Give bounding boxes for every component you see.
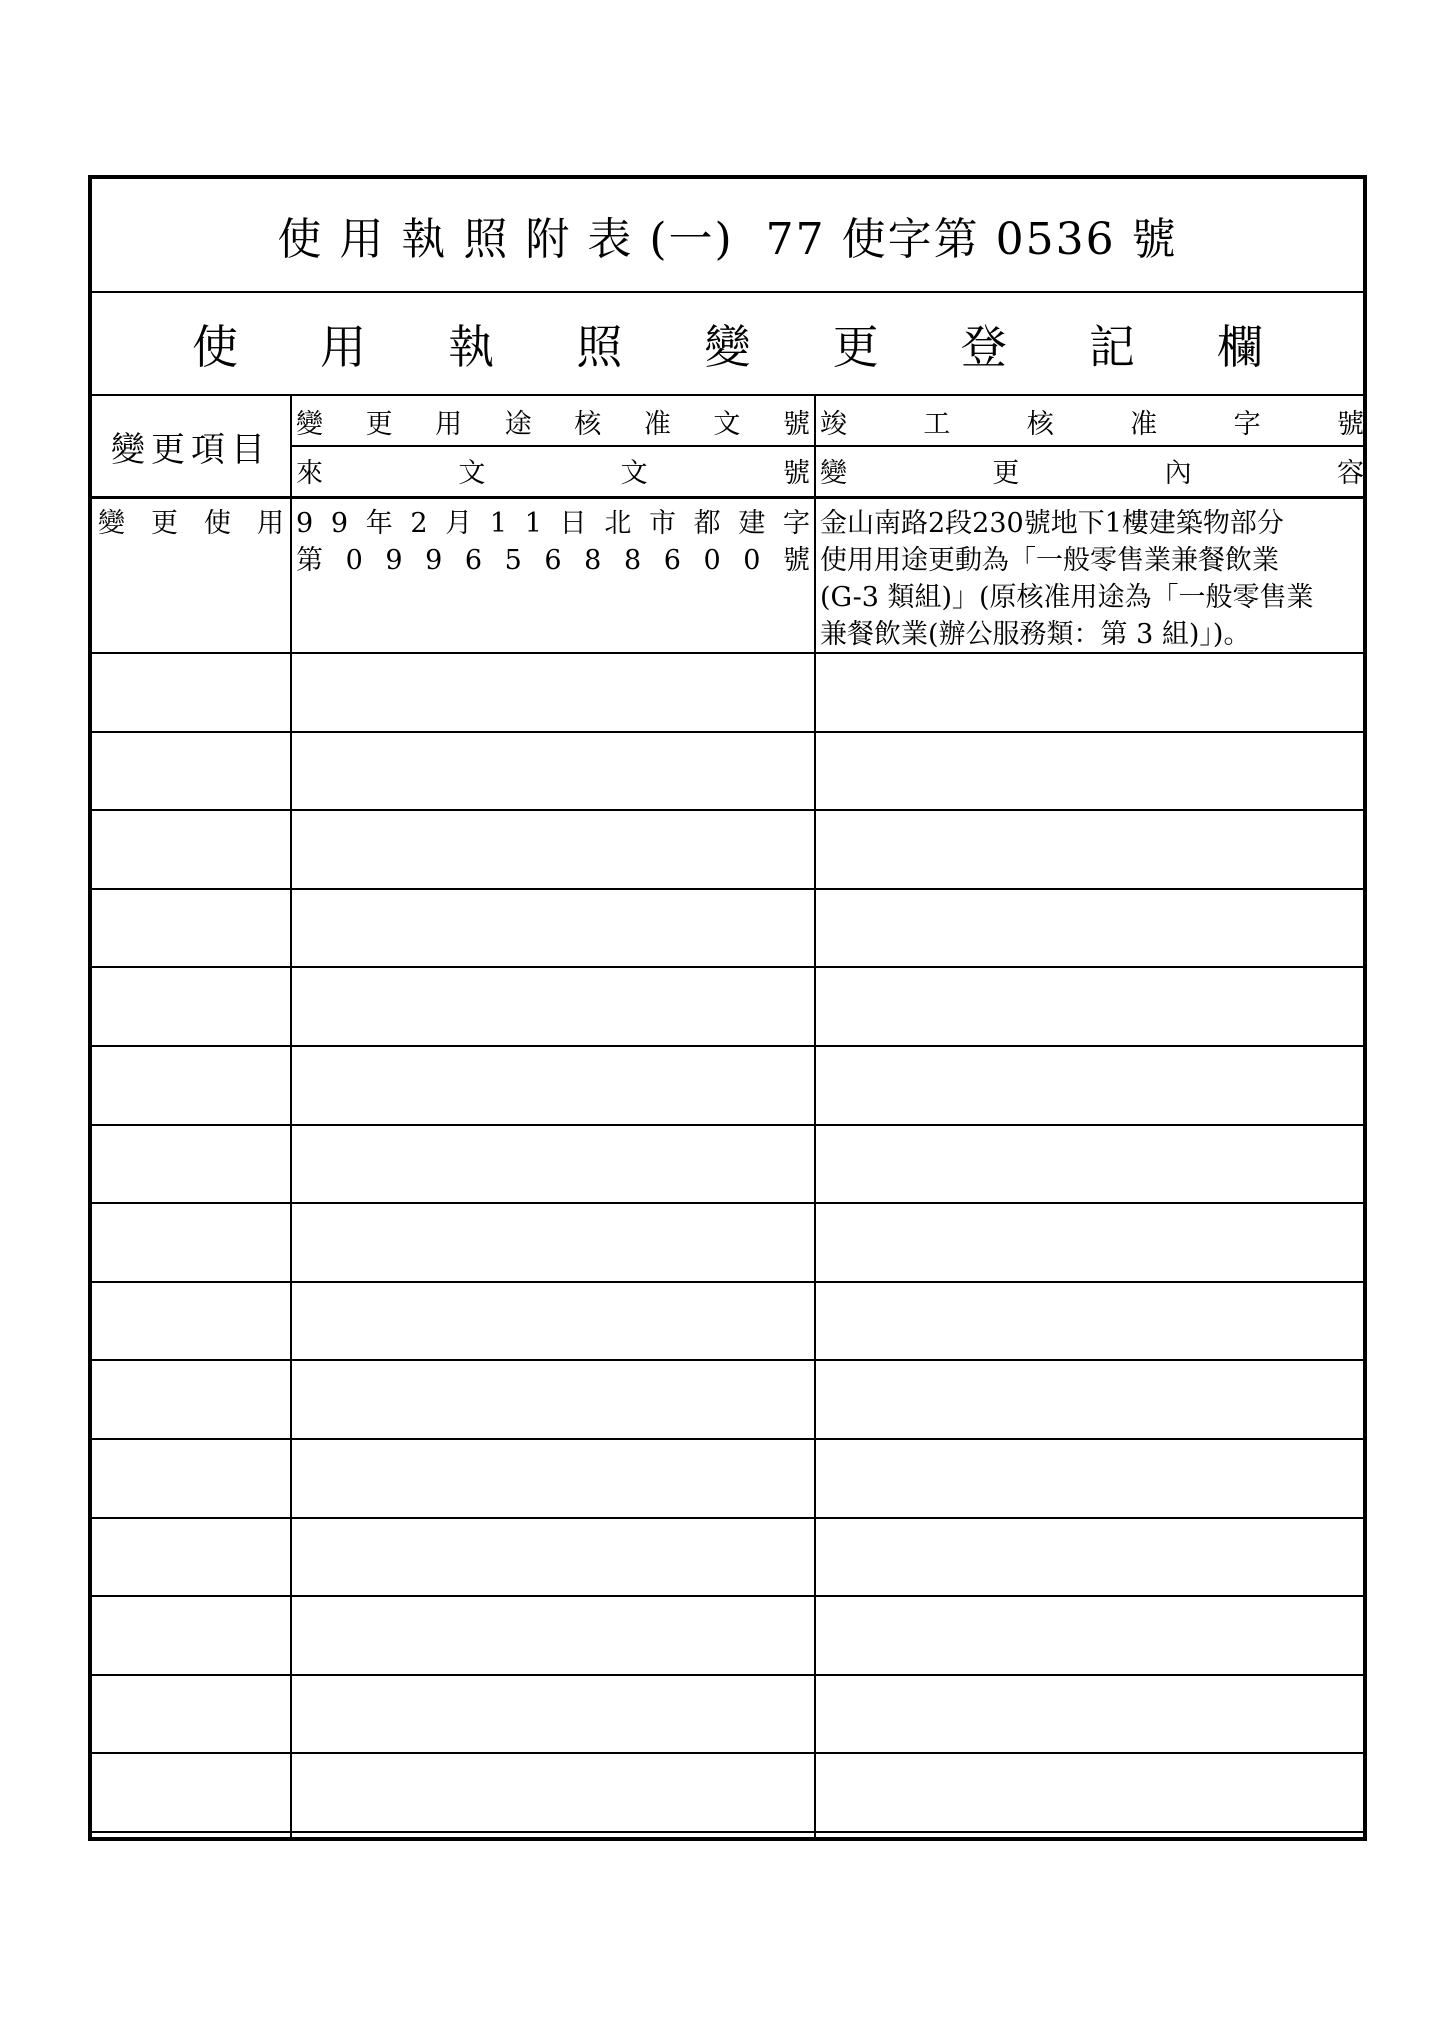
char: 9 [330, 508, 349, 539]
char: 號 [783, 545, 810, 576]
column-divider [290, 394, 292, 1837]
divider [92, 291, 1363, 293]
page-title: 使 用 執 照 附 表 (一) 77 使字第 0536 號 [277, 214, 1178, 265]
row-divider [92, 966, 1363, 968]
header-approval-doc-no [296, 399, 810, 443]
header-completion-no [820, 399, 1364, 443]
column-divider [814, 394, 816, 1837]
row-divider [92, 1359, 1363, 1361]
char: 更 [151, 508, 178, 539]
row-divider [92, 1752, 1363, 1754]
row-divider [92, 1674, 1363, 1676]
row-divider [92, 1595, 1363, 1597]
content-line: 兼餐飲業(辦公服務類：第 3 組)」)。 [820, 619, 1251, 650]
char: 號 [782, 457, 810, 489]
header-change-item: 變更項目 [111, 429, 271, 470]
char: 9 [296, 508, 314, 539]
char: 用 [435, 408, 463, 440]
content-line: (G-3 類組)」(原核准用途為「一般零售業 [820, 582, 1314, 613]
char: 文 [713, 408, 741, 440]
row-divider [92, 1124, 1363, 1126]
char: 容 [1336, 457, 1364, 489]
char: 0 [743, 545, 761, 576]
header-change-content [820, 448, 1364, 492]
row-divider [92, 1045, 1363, 1047]
char: 文 [620, 457, 648, 489]
char: 號 [1336, 408, 1364, 440]
divider [290, 445, 1363, 447]
char: 變 [98, 508, 125, 539]
row-divider [92, 1438, 1363, 1440]
char: 更 [992, 457, 1020, 489]
row-divider [92, 1202, 1363, 1204]
content-line: 使用用途更動為「一般零售業兼餐飲業 [820, 545, 1279, 576]
section-title [152, 294, 1303, 394]
char: 欄 [1217, 320, 1263, 374]
char: 使 [192, 320, 238, 374]
row-change-item [98, 505, 284, 542]
char: 更 [832, 320, 879, 374]
char: 核 [1026, 408, 1054, 440]
char: 建 [738, 508, 766, 539]
char: 竣 [820, 408, 847, 440]
char: 變 [296, 408, 323, 440]
row-doc-line-1 [296, 505, 810, 542]
char: 0 [703, 545, 721, 576]
divider [92, 496, 1363, 499]
char: 市 [648, 508, 676, 539]
char: 6 [544, 545, 562, 576]
char: 8 [584, 545, 602, 576]
char: 使 [204, 508, 231, 539]
row-divider [92, 652, 1363, 654]
char: 5 [504, 545, 522, 576]
char: 變 [704, 320, 751, 374]
char: 日 [559, 508, 587, 539]
char: 字 [1233, 408, 1261, 440]
char: 內 [1164, 457, 1192, 489]
row-divider [92, 1281, 1363, 1283]
row-divider [92, 731, 1363, 733]
char: 准 [1130, 408, 1158, 440]
char: 字 [783, 508, 810, 539]
char: 准 [643, 408, 671, 440]
char: 文 [458, 457, 486, 489]
char: 6 [464, 545, 483, 576]
row-divider [92, 1517, 1363, 1519]
char: 第 [296, 545, 323, 576]
char: 年 [365, 508, 393, 539]
char: 8 [623, 545, 642, 576]
char: 用 [320, 320, 367, 374]
char: 記 [1088, 320, 1135, 374]
char: 照 [576, 320, 623, 374]
char: 用 [257, 508, 284, 539]
char: 變 [820, 457, 847, 489]
char: 登 [960, 320, 1007, 374]
row-doc-line-2 [296, 542, 810, 579]
char: 號 [782, 408, 810, 440]
char: 6 [663, 545, 681, 576]
char: 1 [524, 508, 542, 539]
row-divider [92, 1831, 1363, 1833]
row-change-content [820, 505, 1368, 653]
char: 核 [574, 408, 602, 440]
char: 0 [345, 545, 363, 576]
content-line: 金山南路2段230號地下1樓建築物部分 [820, 508, 1284, 539]
registration-table [88, 175, 1367, 1841]
header-incoming-doc-no [296, 448, 810, 492]
char: 9 [425, 545, 443, 576]
char: 1 [489, 508, 508, 539]
char: 執 [448, 320, 495, 374]
char: 月 [445, 508, 473, 539]
char: 2 [410, 508, 428, 539]
char: 北 [604, 508, 632, 539]
char: 都 [693, 508, 721, 539]
row-divider [92, 888, 1363, 890]
row-divider [92, 809, 1363, 811]
char: 途 [504, 408, 532, 440]
char: 工 [923, 408, 951, 440]
char: 9 [385, 545, 403, 576]
char: 來 [296, 457, 323, 489]
char: 更 [365, 408, 393, 440]
